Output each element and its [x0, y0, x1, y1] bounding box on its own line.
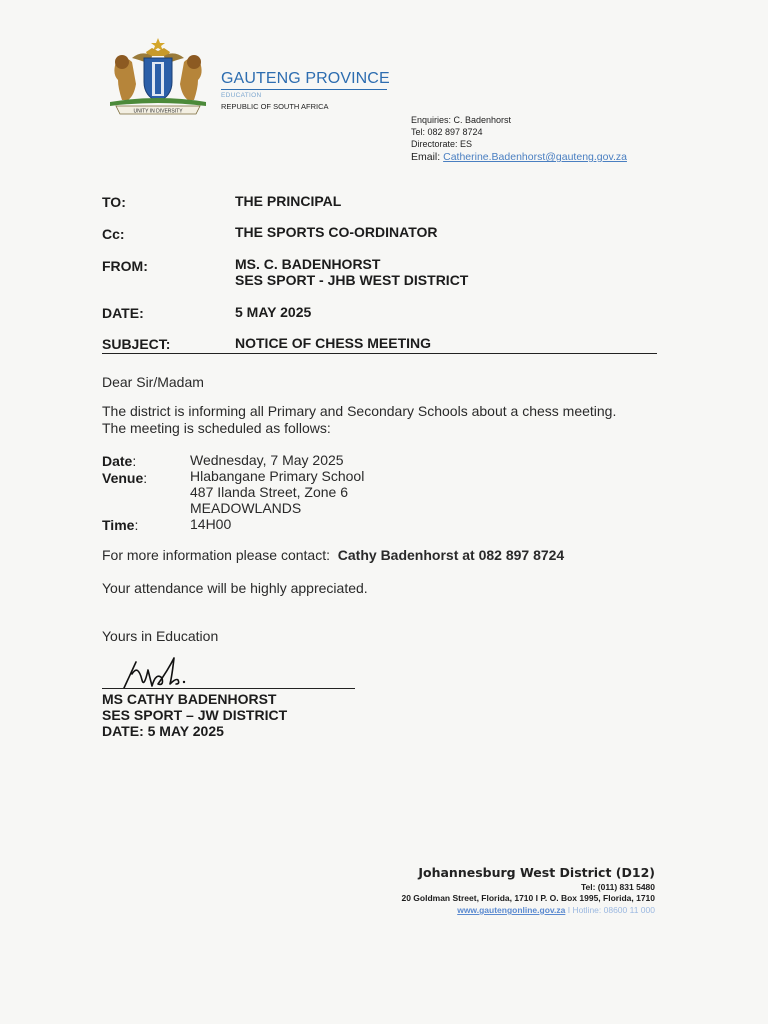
detail-venue-line1: Hlabangane Primary School [190, 468, 365, 484]
email-link[interactable]: Catherine.Badenhorst@gauteng.gov.za [443, 151, 627, 163]
detail-time-value: 14H00 [190, 516, 232, 532]
signature-line [102, 688, 355, 689]
intro-line-1: The district is informing all Primary and Secondary Schools about a chess meeting. [102, 403, 617, 419]
enquiries-email-line [411, 151, 627, 163]
department-name: EDUCATION [221, 92, 262, 99]
signatory-date: DATE: 5 MAY 2025 [102, 723, 224, 739]
footer-hotline: I Hotline: 08600 11 000 [565, 905, 655, 915]
email-label: Email: [411, 151, 441, 163]
cc-label: Cc: [102, 226, 125, 242]
detail-venue-label: Venue: [102, 470, 148, 486]
enquiries-directorate: Directorate: ES [411, 139, 473, 149]
subject-value: NOTICE OF CHESS MEETING [235, 335, 432, 351]
contact-line [102, 547, 564, 563]
from-label: FROM: [102, 258, 148, 274]
from-value-line1: MS. C. BADENHORST [235, 256, 381, 272]
salutation: Dear Sir/Madam [102, 374, 204, 390]
province-name: GAUTENG PROVINCE [221, 70, 390, 87]
crest-motto: UNITY IN DIVERSITY [133, 108, 183, 115]
cc-value: THE SPORTS CO-ORDINATOR [235, 224, 438, 240]
detail-date-label: Date: [102, 453, 137, 469]
closing-line: Yours in Education [102, 628, 219, 644]
contact-details: Cathy Badenhorst at 082 897 8724 [337, 547, 565, 563]
country-name: REPUBLIC OF SOUTH AFRICA [221, 102, 329, 111]
detail-time-label: Time: [102, 517, 139, 533]
footer-tel: Tel: (011) 831 5480 [580, 882, 655, 892]
attendance-line: Your attendance will be highly appreciated. [102, 580, 368, 596]
detail-date-value: Wednesday, 7 May 2025 [190, 452, 344, 468]
header-divider [102, 353, 657, 354]
date-label: DATE: [102, 305, 144, 321]
signatory-name: MS CATHY BADENHORST [102, 691, 277, 707]
subject-label: SUBJECT: [102, 336, 171, 352]
footer-web-line [457, 905, 655, 915]
date-value: 5 MAY 2025 [235, 304, 312, 320]
footer-address: 20 Goldman Street, Florida, 1710 I P. O. Box 1995, Florida, 1710 [401, 893, 655, 903]
detail-venue-line3: MEADOWLANDS [190, 500, 302, 516]
to-value: THE PRINCIPAL [235, 193, 342, 209]
intro-line-2: The meeting is scheduled as follows: [102, 420, 331, 436]
signatory-title: SES SPORT – JW DISTRICT [102, 707, 288, 723]
coat-of-arms-logo [102, 36, 214, 116]
province-rule [221, 89, 387, 90]
enquiries-tel: Tel: 082 897 8724 [411, 127, 483, 137]
enquiries-name: Enquiries: C. Badenhorst [411, 115, 512, 125]
handwritten-signature [118, 650, 198, 692]
detail-venue-line2: 487 Ilanda Street, Zone 6 [190, 484, 348, 500]
footer-district: Johannesburg West District (D12) [418, 865, 655, 880]
from-value-line2: SES SPORT - JHB WEST DISTRICT [235, 272, 469, 288]
to-label: TO: [102, 194, 126, 210]
contact-prefix: For more information please contact: [102, 547, 330, 563]
footer-website-link[interactable]: www.gautengonline.gov.za [457, 905, 566, 915]
